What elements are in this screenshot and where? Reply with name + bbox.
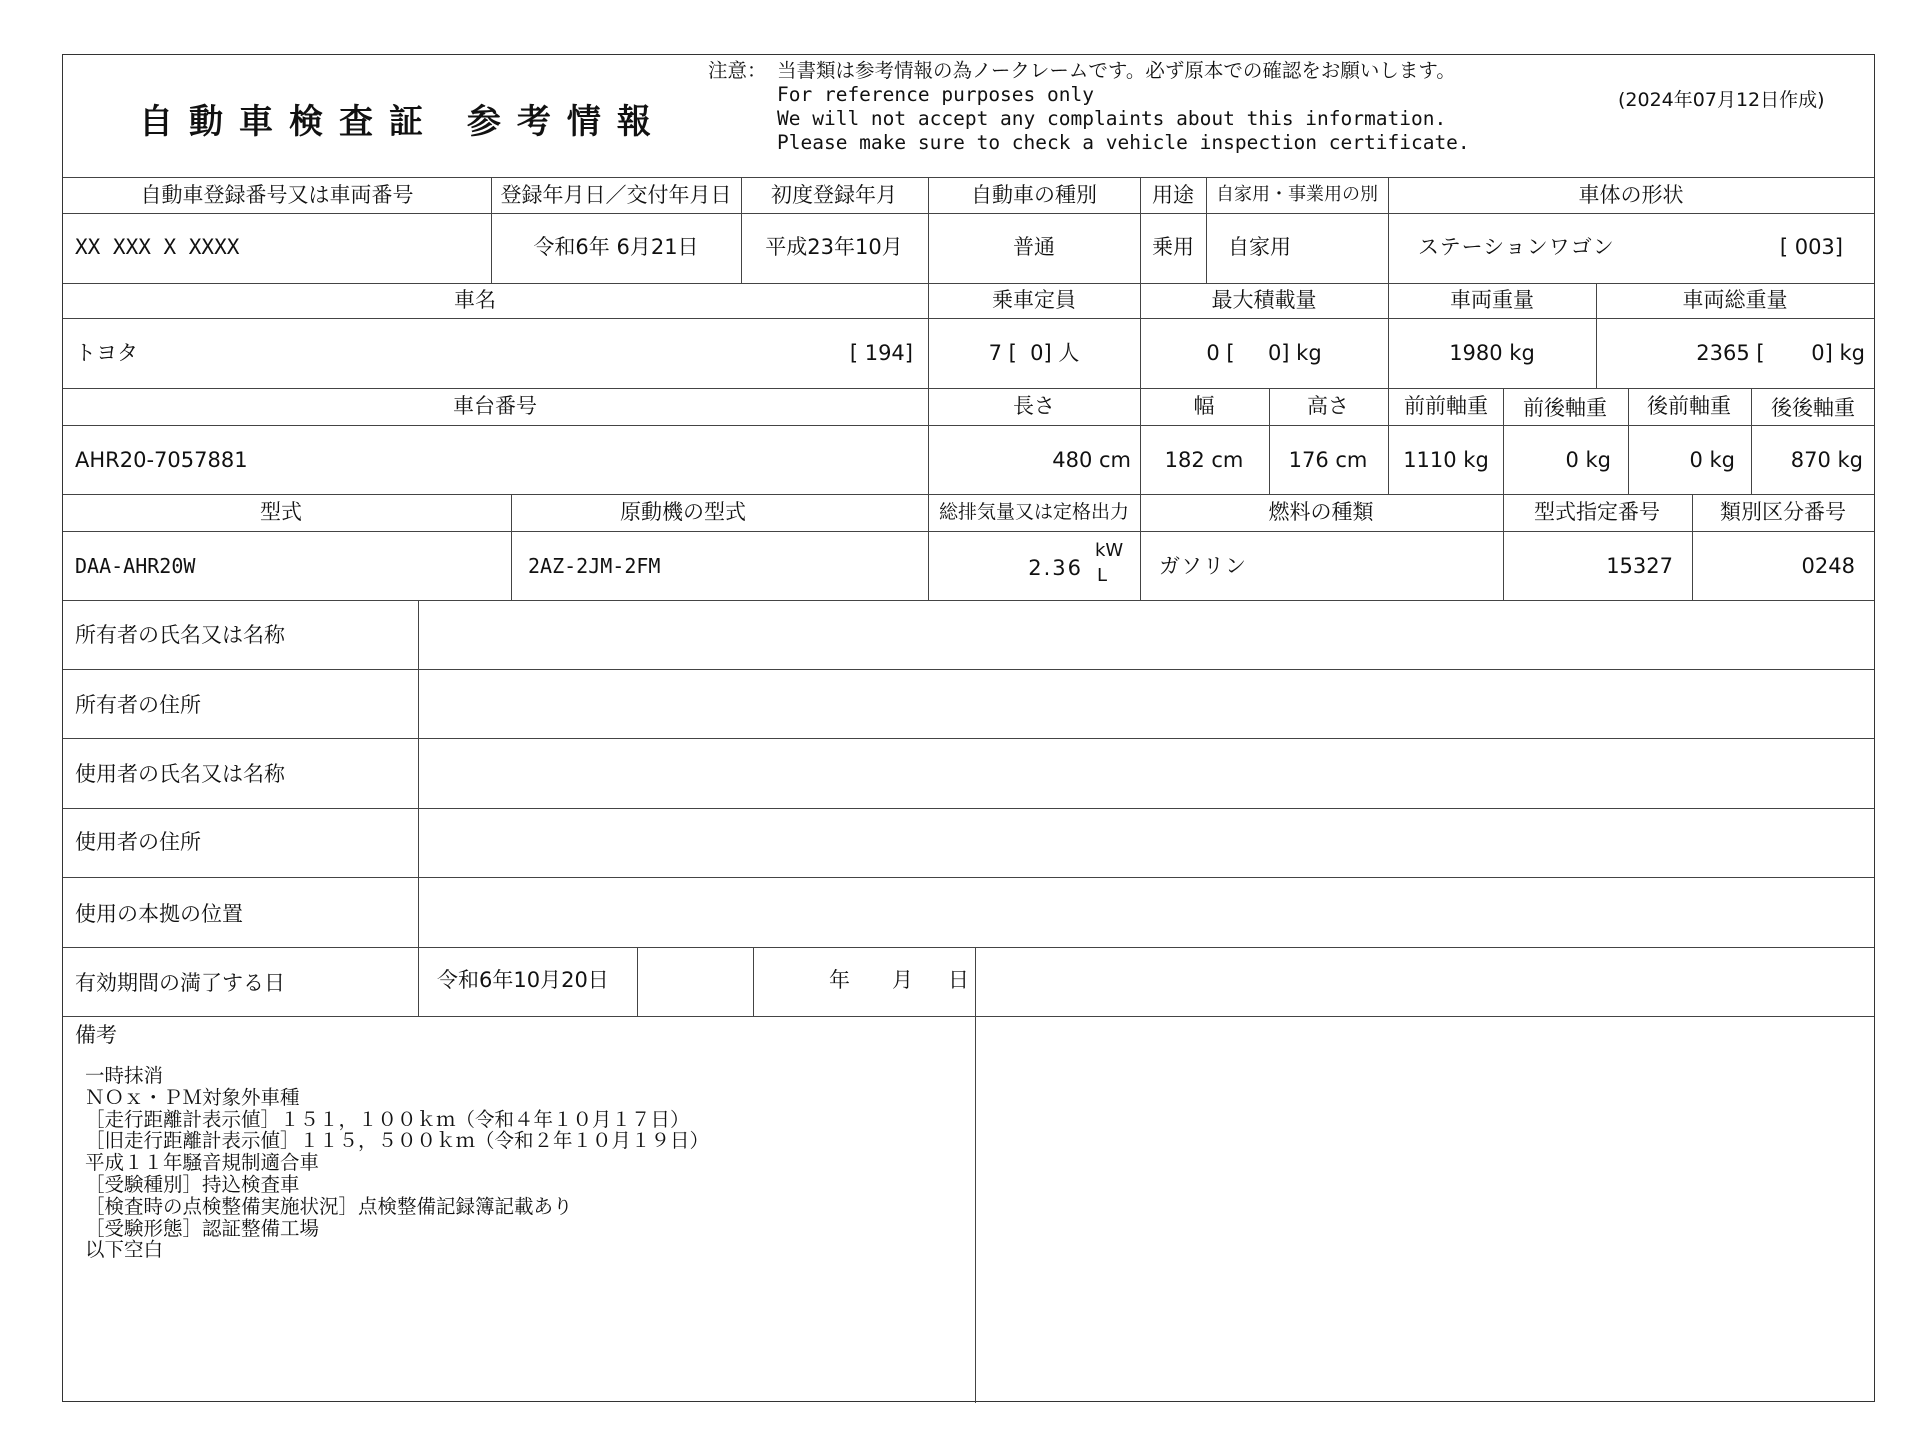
notice-english-3: Please make sure to check a vehicle inspection certificate. bbox=[777, 131, 1470, 154]
expiry-year-marker: 年 bbox=[829, 968, 850, 992]
value-registration-number: XX XXX X XXXX bbox=[75, 235, 240, 259]
label-chassis-number: 車台番号 bbox=[453, 394, 537, 418]
unit-liter: L bbox=[1097, 565, 1108, 586]
label-rear-rear-axle: 後後軸重 bbox=[1771, 396, 1855, 420]
label-remarks: 備考 bbox=[75, 1023, 117, 1047]
value-first-registration: 平成23年10月 bbox=[765, 235, 903, 259]
unit-kw: kW bbox=[1095, 540, 1124, 561]
rule-row3-bottom bbox=[63, 494, 1874, 495]
rule-v bbox=[1388, 283, 1389, 388]
value-body-shape: ステーションワゴン bbox=[1418, 235, 1615, 259]
expiry-day-marker: 日 bbox=[948, 968, 969, 992]
label-car-name: 車名 bbox=[454, 288, 496, 312]
label-expiry-date: 有効期間の満了する日 bbox=[75, 971, 285, 995]
expiry-month-marker: 月 bbox=[892, 968, 913, 992]
vehicle-inspection-reference-sheet bbox=[62, 54, 1875, 1402]
value-fuel-type: ガソリン bbox=[1159, 554, 1247, 578]
rule-v bbox=[1596, 283, 1597, 388]
label-model: 型式 bbox=[260, 500, 302, 524]
value-vehicle-kind: 普通 bbox=[1013, 235, 1055, 259]
label-height: 高さ bbox=[1307, 394, 1349, 418]
value-gross-weight: 2365 [ 0] kg bbox=[1696, 341, 1865, 365]
rule-v bbox=[1503, 494, 1504, 600]
remarks-line-1: 一時抹消 bbox=[85, 1064, 164, 1087]
remarks-line-7: ［検査時の点検整備実施状況］点検整備記録簿記載あり bbox=[85, 1194, 573, 1218]
remarks-line-9: 以下空白 bbox=[85, 1238, 164, 1262]
rule-row4-mid bbox=[63, 531, 1874, 532]
rule-v bbox=[1503, 388, 1504, 494]
rule-owner1 bbox=[63, 669, 1874, 670]
label-user-name: 使用者の氏名又は名称 bbox=[75, 762, 285, 786]
rule-v bbox=[741, 177, 742, 283]
notice-english-1: For reference purposes only bbox=[777, 83, 1094, 106]
value-category-number: 0248 bbox=[1801, 554, 1855, 578]
remarks-line-5: 平成１１年騒音規制適合車 bbox=[85, 1151, 320, 1175]
value-chassis-number: AHR20-7057881 bbox=[75, 448, 248, 472]
value-expiry-date: 令和6年10月20日 bbox=[437, 968, 609, 992]
rule-v bbox=[637, 947, 638, 1016]
rule-expiry-bottom bbox=[63, 1016, 1874, 1017]
rule-row1-bottom bbox=[63, 283, 1874, 284]
rule-v bbox=[928, 283, 929, 388]
rule-v bbox=[928, 177, 929, 283]
rule-v bbox=[1140, 283, 1141, 388]
label-fuel-type: 燃料の種類 bbox=[1268, 500, 1374, 524]
created-date: (2024年07月12日作成) bbox=[1618, 89, 1825, 111]
label-private-business: 自家用・事業用の別 bbox=[1216, 184, 1378, 205]
rule-v bbox=[928, 388, 929, 494]
rule-row2-bottom bbox=[63, 388, 1874, 389]
rule-row2-mid bbox=[63, 318, 1874, 319]
value-engine-model: 2AZ-2JM-2FM bbox=[528, 554, 661, 578]
label-user-address: 使用者の住所 bbox=[75, 830, 201, 854]
value-front-front-axle: 1110 kg bbox=[1403, 448, 1489, 472]
notice-english-2: We will not accept any complaints about this information. bbox=[777, 107, 1447, 130]
page-title: 自動車検査証 参考情報 bbox=[139, 102, 667, 142]
label-front-front-axle: 前前軸重 bbox=[1404, 394, 1488, 418]
label-displacement: 総排気量又は定格出力 bbox=[938, 501, 1130, 523]
label-body-shape: 車体の形状 bbox=[1578, 183, 1684, 207]
label-base-location: 使用の本拠の位置 bbox=[75, 902, 243, 926]
rule-v bbox=[1692, 494, 1693, 600]
label-capacity: 乗車定員 bbox=[992, 288, 1076, 312]
rule-header-bottom bbox=[63, 177, 1874, 178]
value-width: 182 cm bbox=[1164, 448, 1244, 472]
value-rear-rear-axle: 870 kg bbox=[1790, 448, 1863, 472]
label-owner-name: 所有者の氏名又は名称 bbox=[75, 623, 285, 647]
label-rear-front-axle: 後前軸重 bbox=[1647, 394, 1731, 418]
value-car-name-code: [ 194] bbox=[849, 341, 913, 365]
label-type-designation: 型式指定番号 bbox=[1534, 500, 1660, 524]
rule-owner2 bbox=[63, 738, 1874, 739]
rule-v bbox=[511, 494, 512, 600]
label-width: 幅 bbox=[1193, 394, 1215, 418]
value-registration-date: 令和6年 6月21日 bbox=[533, 235, 699, 259]
label-registration-date: 登録年月日／交付年月日 bbox=[500, 183, 732, 207]
value-max-load: 0 [ 0] kg bbox=[1206, 341, 1322, 365]
rule-row3-mid bbox=[63, 425, 1874, 426]
value-type-designation: 15327 bbox=[1606, 554, 1673, 578]
notice-japanese: 当書類は参考情報の為ノークレームです。必ず原本での確認をお願いします。 bbox=[777, 59, 1456, 82]
label-first-registration: 初度登録年月 bbox=[771, 183, 897, 207]
label-max-load: 最大積載量 bbox=[1211, 288, 1317, 312]
label-engine-model: 原動機の型式 bbox=[620, 500, 746, 524]
rule-v bbox=[1140, 494, 1141, 600]
rule-row1-mid bbox=[63, 213, 1874, 214]
value-height: 176 cm bbox=[1288, 448, 1368, 472]
rule-owner4 bbox=[63, 877, 1874, 878]
value-body-code: [ 003] bbox=[1779, 235, 1843, 259]
label-vehicle-kind: 自動車の種別 bbox=[971, 183, 1097, 207]
value-rear-front-axle: 0 kg bbox=[1689, 448, 1735, 472]
rule-row4-bottom bbox=[63, 600, 1874, 601]
remarks-line-8: ［受験形態］認証整備工場 bbox=[85, 1216, 320, 1240]
rule-v bbox=[753, 947, 754, 1016]
value-model: DAA-AHR20W bbox=[75, 554, 196, 578]
remarks-line-6: ［受験種別］持込検査車 bbox=[85, 1173, 300, 1196]
notice-label: 注意： bbox=[708, 59, 767, 82]
remarks-line-2: ＮＯｘ・ＰＭ対象外車種 bbox=[85, 1085, 300, 1109]
label-gross-weight: 車両総重量 bbox=[1682, 288, 1788, 312]
label-registration-number: 自動車登録番号又は車両番号 bbox=[140, 183, 414, 207]
rule-v bbox=[975, 947, 976, 1403]
rule-v bbox=[1751, 388, 1752, 494]
value-use: 乗用 bbox=[1152, 235, 1194, 259]
rule-v bbox=[1206, 177, 1207, 283]
value-vehicle-weight: 1980 kg bbox=[1449, 341, 1535, 365]
rule-v bbox=[928, 494, 929, 600]
label-category-number: 類別区分番号 bbox=[1720, 500, 1846, 524]
rule-v bbox=[1628, 388, 1629, 494]
rule-v bbox=[1388, 388, 1389, 494]
value-length: 480 cm bbox=[1052, 448, 1131, 472]
rule-owner3 bbox=[63, 808, 1874, 809]
value-capacity: 7 [ 0] 人 bbox=[988, 341, 1080, 365]
label-owner-address: 所有者の住所 bbox=[75, 693, 201, 717]
value-car-name: トヨタ bbox=[75, 341, 138, 365]
rule-v bbox=[1388, 177, 1389, 283]
value-displacement: 2.36 bbox=[1028, 556, 1083, 580]
rule-v bbox=[1140, 177, 1141, 283]
remarks-line-4: ［旧走行距離計表示値］１１５，５００ｋｍ（令和２年１０月１９日） bbox=[85, 1129, 710, 1153]
value-front-rear-axle: 0 kg bbox=[1565, 448, 1611, 472]
value-private-business: 自家用 bbox=[1228, 235, 1291, 259]
rule-v bbox=[1269, 388, 1270, 494]
label-length: 長さ bbox=[1013, 394, 1055, 418]
rule-v bbox=[418, 600, 419, 1016]
rule-v bbox=[1140, 388, 1141, 494]
rule-owner5 bbox=[63, 947, 1874, 948]
rule-v bbox=[491, 177, 492, 283]
label-vehicle-weight: 車両重量 bbox=[1450, 288, 1534, 312]
label-use: 用途 bbox=[1152, 183, 1194, 207]
remarks-line-3: ［走行距離計表示値］１５１，１００ｋｍ（令和４年１０月１７日） bbox=[85, 1107, 690, 1131]
label-front-rear-axle: 前後軸重 bbox=[1523, 396, 1607, 420]
